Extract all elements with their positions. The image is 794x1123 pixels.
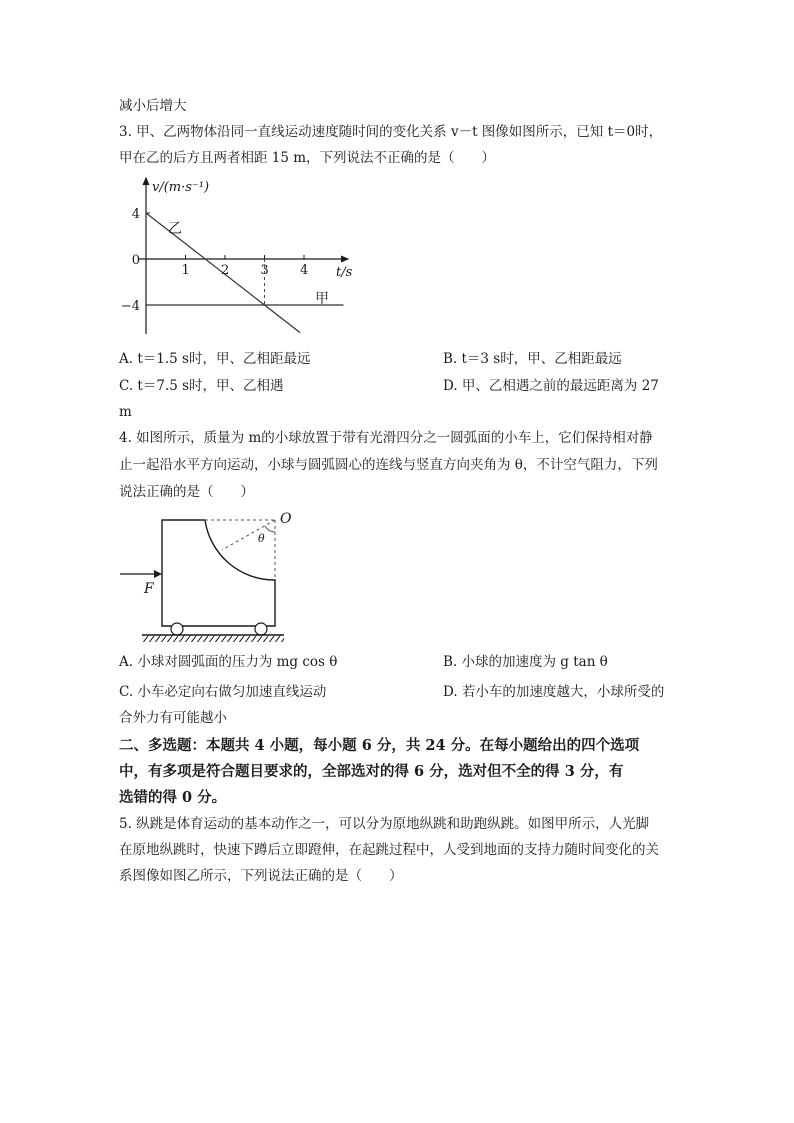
q4-option-c: C. 小车必定向右做匀加速直线运动: [119, 684, 327, 700]
q3-option-d: D. 甲、乙相遇之前的最远距离为 27: [443, 378, 659, 394]
q3-stem-line2: 甲在乙的后方且两者相距 15 m，下列说法不正确的是（ ）: [119, 150, 496, 166]
y-tick-label: 4: [131, 207, 140, 222]
q3-option-b: B. t＝3 s时，甲、乙相距最远: [443, 351, 622, 367]
carryover-text: 减小后增大: [119, 98, 187, 114]
x-tick-label: 1: [181, 263, 190, 278]
q4-option-b: B. 小球的加速度为 g tan θ: [443, 654, 608, 670]
x-axis-label: t/s: [336, 265, 353, 280]
section2-line3: 选错的得 0 分。: [119, 789, 227, 806]
x-tick-label: 3: [260, 263, 269, 278]
q4-stem-line2: 止一起沿水平方向运动，小球与圆弧圆心的连线与竖直方向夹角为 θ，不计空气阻力，下列: [119, 457, 658, 473]
q5-stem-line2: 在原地纵跳时，快速下蹲后立即蹬伸，在起跳过程中，人受到地面的支持力随时间变化的关: [119, 842, 659, 858]
label-o: O: [280, 511, 292, 527]
q3-stem-line1: 3. 甲、乙两物体沿同一直线运动速度随时间的变化关系 v－t 图像如图所示，已知 t＝0时，: [119, 124, 663, 140]
cart-figure: [118, 508, 308, 648]
q3-option-c: C. t＝7.5 s时，甲、乙相遇: [119, 378, 284, 394]
q4-stem-line3: 说法正确的是（ ）: [119, 484, 254, 500]
radius-line: [222, 520, 275, 550]
q4-option-a: A. 小球对圆弧面的压力为 mg cos θ: [119, 654, 338, 670]
q5-stem-line3: 系图像如图乙所示，下列说法正确的是（ ）: [119, 868, 403, 884]
q4-option-d-cont: 合外力有可能越小: [119, 710, 227, 726]
label-theta: θ: [258, 532, 265, 545]
q3-option-d-cont: m: [119, 404, 132, 420]
wheel-left: [171, 623, 183, 635]
wheel-right: [255, 623, 267, 635]
y-axis-label: v/(m·s⁻¹): [152, 180, 210, 195]
x-tick-label: 2: [221, 263, 230, 278]
q4-option-d: D. 若小车的加速度越大，小球所受的: [443, 684, 665, 700]
vt-chart: [110, 172, 353, 342]
y-tick-label: 0: [131, 253, 140, 268]
y-tick-label: −4: [120, 299, 140, 314]
q3-option-a: A. t＝1.5 s时，甲、乙相距最远: [119, 351, 311, 367]
section2-line2: 中，有多项是符合题目要求的，全部选对的得 6 分，选对但不全的得 3 分，有: [119, 763, 624, 780]
label-f: F: [144, 581, 154, 597]
x-tick-label: 4: [300, 263, 309, 278]
q4-stem-line1: 4. 如图所示，质量为 m的小球放置于带有光滑四分之一圆弧面的小车上，它们保持相对静: [119, 430, 653, 446]
section2-line1: 二、多选题：本题共 4 小题，每小题 6 分，共 24 分。在每小题给出的四个选项: [119, 737, 640, 754]
q5-stem-line1: 5. 纵跳是体育运动的基本动作之一，可以分为原地纵跳和助跑纵跳。如图甲所示，人光脚: [119, 816, 650, 832]
series-label-yi: 乙: [168, 221, 182, 237]
series-label-jia: 甲: [315, 291, 329, 307]
